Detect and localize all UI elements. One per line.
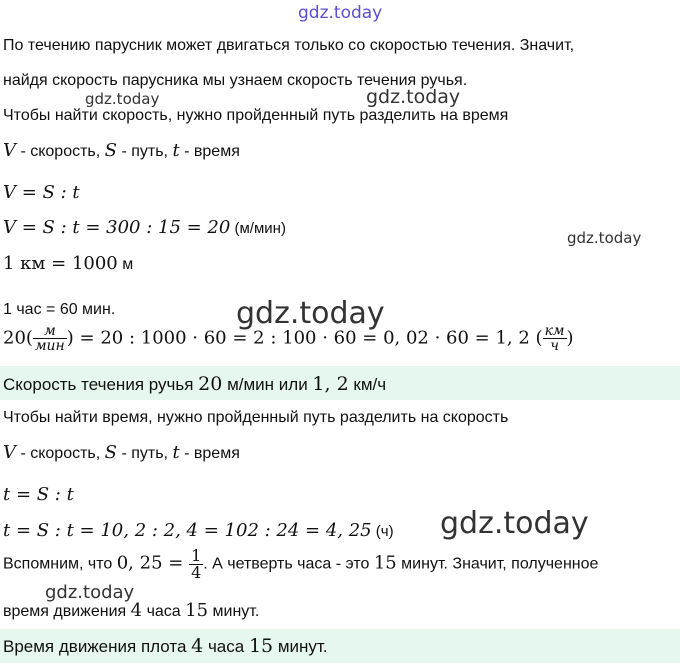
fraction-one-quarter (189, 548, 203, 581)
fraction-denominator: ч (543, 338, 567, 353)
conversion-unit: м (117, 256, 134, 273)
recall-text: часа (142, 603, 186, 620)
recall-text: время движения (3, 603, 131, 620)
calc-pre: 20( (3, 327, 33, 349)
watermark: gdz.today (440, 506, 589, 541)
calc-conversion (3, 324, 574, 353)
answer-value: 15 (248, 635, 274, 657)
fraction-denominator: мин (34, 338, 65, 354)
recall-value: 15 (185, 600, 209, 621)
legend-line-1 (3, 141, 240, 162)
fraction-numerator: м (44, 323, 56, 339)
formula-speed: V = S : t (3, 182, 80, 203)
answer-text: Время движения плота (3, 637, 192, 656)
recall-text: минут. Значит, полученное (396, 555, 599, 573)
answer-text: часа (203, 637, 249, 656)
var-t: t (172, 442, 180, 463)
watermark: gdz.today (366, 86, 461, 108)
var-t: t (172, 140, 180, 161)
conversion-expression: 1 км = 1000 (3, 253, 118, 274)
legend-text: - путь, (117, 445, 173, 462)
formula-time: t = S : t (3, 484, 74, 505)
answer-value: 20 (198, 373, 223, 395)
calc-middle: ) = 20 : 1000 · 60 = 2 : 100 · 60 = 0, 02 · 60 = 1, 2 ( (66, 327, 543, 349)
recall-text: . А четверть часа - это (203, 555, 374, 573)
calc-time (3, 520, 394, 542)
recall-line-2 (3, 601, 259, 622)
answer-text: км/ч (348, 375, 387, 394)
answer-value: 4 (191, 635, 204, 657)
recall-value: 15 (373, 552, 397, 574)
recall-line (3, 548, 598, 581)
calc-expression: V = S : t = 300 : 15 = 20 (3, 217, 231, 238)
answer-text: м/мин или (222, 375, 313, 394)
legend-line-2 (3, 443, 240, 464)
calc-unit: (м/мин) (230, 220, 286, 237)
var-s: S (104, 140, 117, 161)
fraction-numerator: 1 (191, 546, 202, 565)
var-v: V (3, 442, 16, 463)
fraction-m-per-min (33, 324, 67, 353)
legend-text: - время (179, 143, 240, 160)
answer-time (3, 636, 328, 657)
legend-text: - время (179, 445, 240, 462)
var-v: V (3, 140, 16, 161)
var-s: S (104, 442, 117, 463)
watermark: gdz.today (567, 229, 642, 247)
watermark: gdz.today (45, 582, 135, 603)
recall-value: 4 (130, 600, 143, 621)
speed-rule: Чтобы найти скорость, нужно пройденный путь разделить на время (3, 107, 509, 124)
legend-text: - скорость, (16, 445, 105, 462)
recall-text: Вспомним, что (3, 555, 117, 573)
answer-text: Скорость течения ручья (3, 375, 199, 394)
recall-text: минут. (208, 603, 260, 620)
watermark-top: gdz.today (298, 3, 383, 23)
calc-unit: (ч) (371, 523, 394, 540)
answer-value: 1, 2 (312, 373, 349, 395)
answer-text: минут. (273, 637, 328, 656)
watermark: gdz.today (85, 90, 160, 108)
calc-speed (3, 217, 286, 239)
legend-text: - скорость, (16, 143, 105, 160)
calc-expression: t = S : t = 10, 2 : 2, 4 = 102 : 24 = 4, 25 (3, 520, 372, 541)
time-rule: Чтобы найти время, нужно пройденный путь разделить на скорость (3, 409, 509, 426)
intro-line-2: найдя скорость парусника мы узнаем скорость течения ручья. (3, 72, 468, 89)
fraction-numerator: км (544, 323, 565, 339)
conversion-hour: 1 час = 60 мин. (3, 301, 116, 318)
fraction-denominator: 4 (191, 563, 202, 582)
conversion-km (3, 253, 133, 275)
calc-post: ) (566, 327, 574, 349)
recall-value: 0, 25 = (116, 552, 190, 574)
legend-text: - путь, (117, 143, 173, 160)
answer-speed (3, 374, 386, 395)
fraction-km-per-h (543, 324, 567, 353)
intro-line-1: По течению парусник может двигаться только со скоростью течения. Значит, (3, 37, 575, 54)
watermark: gdz.today (236, 296, 385, 331)
